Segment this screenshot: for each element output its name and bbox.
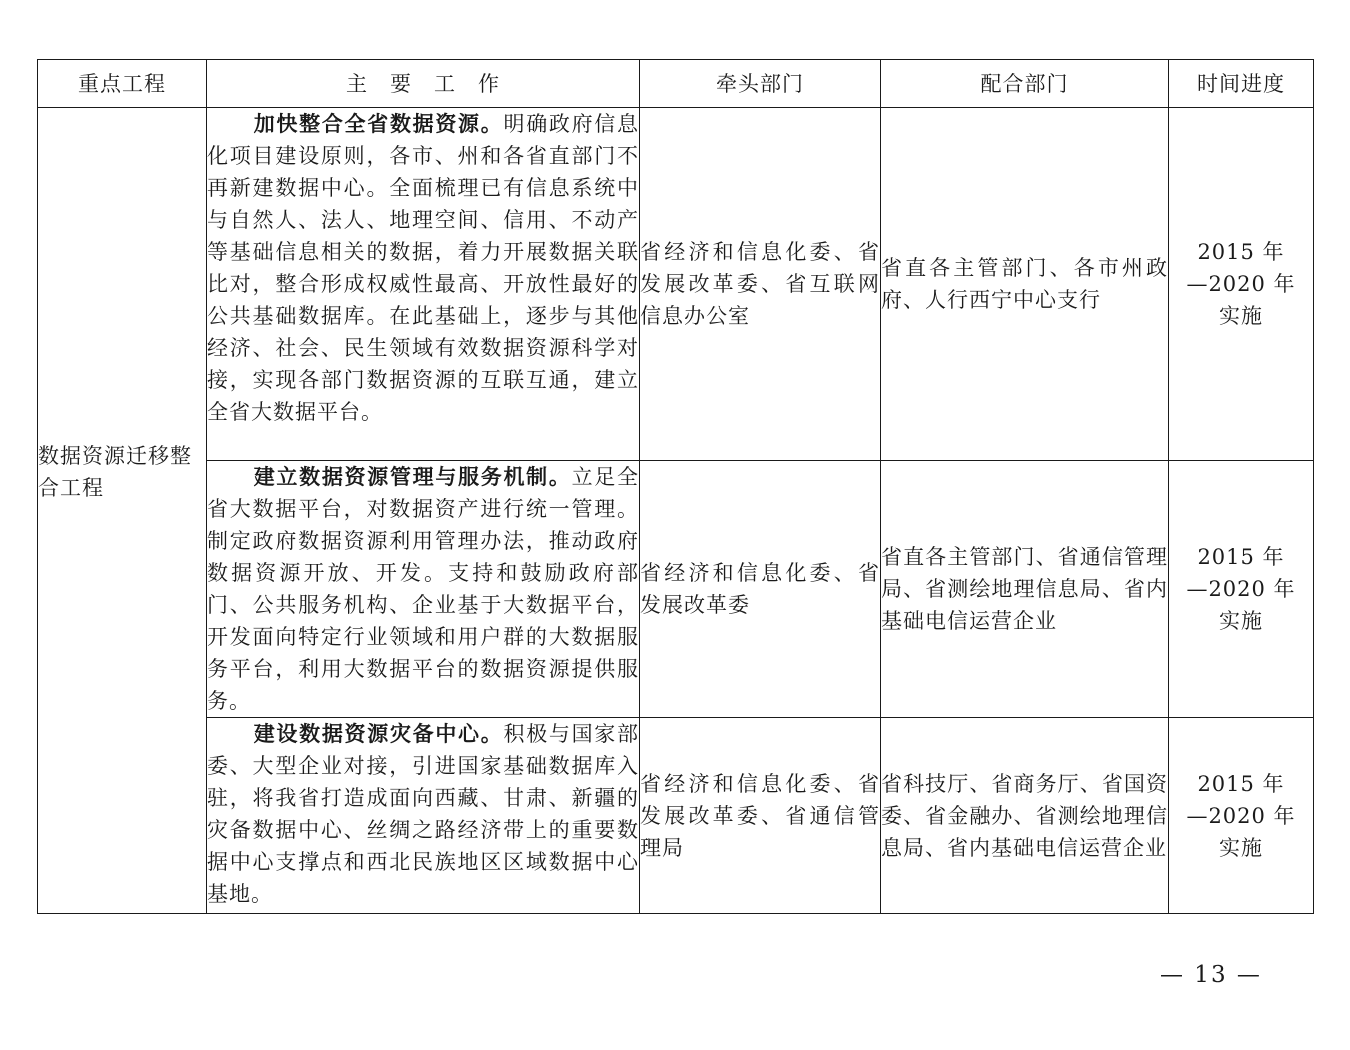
work-cell <box>207 718 640 914</box>
header-lead-dept: 牵头部门 <box>640 60 881 108</box>
header-project: 重点工程 <box>38 60 207 108</box>
schedule-start: 2015 年 <box>1197 545 1285 569</box>
schedule-start: 2015 年 <box>1197 771 1285 796</box>
schedule-cell <box>1169 461 1314 718</box>
schedule-end: —2020 年 <box>1186 577 1296 601</box>
table-row <box>38 461 1314 718</box>
project-cell <box>38 108 207 914</box>
header-schedule: 时间进度 <box>1169 60 1314 108</box>
schedule-cell <box>1169 718 1314 914</box>
coop-dept-cell: 省科技厅、省商务厅、省国资委、省金融办、省测绘地理信息局、省内基础电信运营企业 <box>881 718 1169 914</box>
project-name: 数据资源迁移整合工程 <box>38 443 192 500</box>
header-work: 主 要 工 作 <box>207 60 640 108</box>
project-table <box>37 59 1314 914</box>
table-header-row <box>38 60 1314 108</box>
schedule-status: 实施 <box>1219 835 1263 860</box>
coop-dept-cell: 省直各主管部门、省通信管理局、省测绘地理信息局、省内基础电信运营企业 <box>881 461 1169 718</box>
schedule-start: 2015 年 <box>1197 240 1285 264</box>
work-cell <box>207 461 640 718</box>
schedule-end: —2020 年 <box>1186 803 1296 828</box>
coop-dept-cell: 省直各主管部门、各市州政府、人行西宁中心支行 <box>881 108 1169 461</box>
header-coop-dept: 配合部门 <box>881 60 1169 108</box>
work-title: 加快整合全省数据资源。 <box>253 111 504 136</box>
table-row <box>38 718 1314 914</box>
schedule-end: —2020 年 <box>1186 272 1296 296</box>
table-row <box>38 108 1314 461</box>
work-title: 建立数据资源管理与服务机制。 <box>253 464 572 489</box>
schedule-status: 实施 <box>1219 609 1263 633</box>
schedule-status: 实施 <box>1219 304 1263 328</box>
work-body: 积极与国家部委、大型企业对接，引进国家基础数据库入驻，将我省打造成面向西藏、甘肃、新疆的灾备数据中心、丝绸之路经济带上的重要数据中心支撑点和西北民族地区区域数据中心基地。 <box>207 722 640 906</box>
schedule-cell <box>1169 108 1314 461</box>
lead-dept-cell: 省经济和信息化委、省发展改革委、省通信管理局 <box>640 718 881 914</box>
lead-dept-cell: 省经济和信息化委、省发展改革委、省互联网信息办公室 <box>640 108 881 461</box>
work-cell <box>207 108 640 461</box>
lead-dept-cell: 省经济和信息化委、省发展改革委 <box>640 461 881 718</box>
work-title: 建设数据资源灾备中心。 <box>253 721 504 746</box>
work-body: 明确政府信息化项目建设原则，各市、州和各省直部门不再新建数据中心。全面梳理已有信息系统中与自然人、法人、地理空间、信用、不动产等基础信息相关的数据，着力开展数据关联比对，整合形成权威性最高、开放性最好的公共基础数据库。在此基础上，逐步与其他经济、社会、民生领域有效数据资源科学对接，实现各部门数据资源的互联互通，建立全省大数据平台。 <box>207 112 640 424</box>
page-number: — 13 — <box>1160 962 1262 988</box>
work-body: 立足全省大数据平台，对数据资产进行统一管理。制定政府数据资源利用管理办法，推动政府数据资源开放、开发。支持和鼓励政府部门、公共服务机构、企业基于大数据平台，开发面向特定行业领域和用户群的大数据服务平台，利用大数据平台的数据资源提供服务。 <box>207 465 640 713</box>
